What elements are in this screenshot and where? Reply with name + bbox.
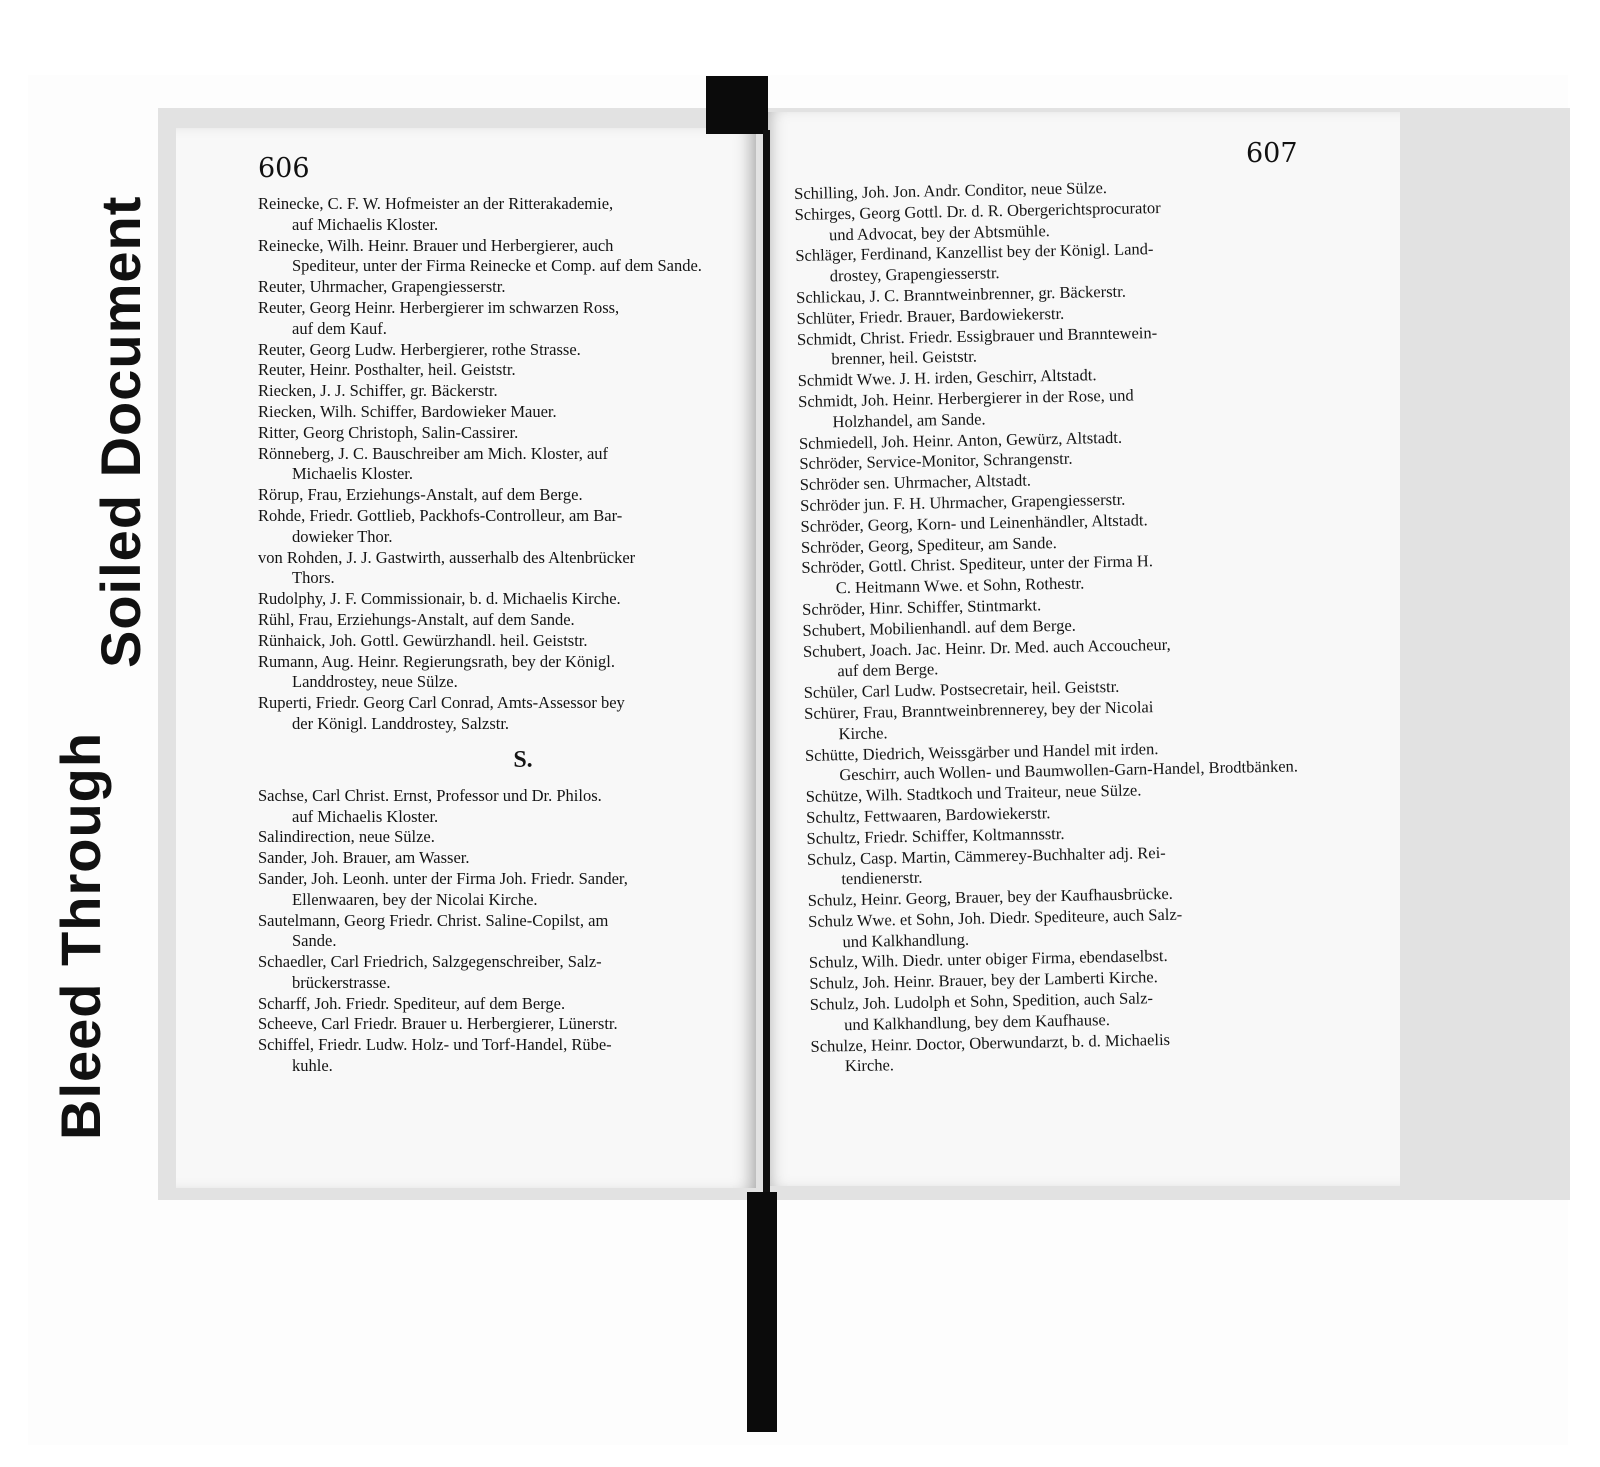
entry-continuation: der Königl. Landdrostey, Salzstr. — [292, 713, 510, 733]
left-page-directory — [258, 194, 748, 1077]
entry-line: Riecken, Wilh. Schiffer, Bardowieker Mauer. — [258, 401, 557, 421]
entry-continuation: Ellenwaaren, bey der Nicolai Kirche. — [292, 889, 538, 909]
entry-line: Schulz Wwe. et Sohn, Joh. Diedr. Spediteure, auch Salz- — [807, 904, 1183, 931]
section-letter: S. — [513, 746, 533, 773]
entry-line: Schulz, Wilh. Diedr. unter obiger Firma, ebendaselbst. — [808, 946, 1168, 973]
entry-line: Schröder sen. Uhrmacher, Altstadt. — [799, 470, 1032, 495]
entry-line: Schulz, Joh. Heinr. Brauer, bey der Lamberti Kirche. — [809, 967, 1158, 994]
bleed-through-label: Bleed Through — [49, 731, 112, 1140]
entry-line: Schmidt, Christ. Friedr. Essigbrauer und Branntewein- — [796, 322, 1158, 349]
entry-continuation: drostey, Grapengiesserstr. — [829, 263, 1000, 286]
entry-line: Rörup, Frau, Erziehungs-Anstalt, auf dem Berge. — [258, 485, 583, 505]
directory-entry — [258, 548, 748, 590]
entry-line: Rumann, Aug. Heinr. Regierungsrath, bey der Königl. — [258, 651, 615, 671]
entry-line: Schürer, Frau, Branntweinbrennerey, bey der Nicolai — [803, 697, 1154, 723]
entry-line: Schulz, Casp. Martin, Cämmerey-Buchhalter adj. Rei- — [806, 842, 1166, 869]
directory-entry — [258, 952, 748, 994]
entry-continuation: brückerstrasse. — [292, 972, 391, 992]
entry-continuation: auf Michaelis Kloster. — [292, 806, 439, 826]
entry-line: Rönneberg, J. C. Bauschreiber am Mich. Kloster, auf — [258, 443, 609, 463]
directory-entry — [258, 236, 748, 278]
entry-line: Sachse, Carl Christ. Ernst, Professor und Dr. Philos. — [258, 785, 602, 805]
entry-continuation: Kirche. — [844, 1055, 895, 1076]
entry-line: Schubert, Joach. Jac. Heinr. Dr. Med. auch Accoucheur, — [802, 634, 1171, 661]
entry-line: Schröder, Georg, Korn- und Leinenhändler, Altstadt. — [800, 510, 1148, 536]
entry-continuation: tendienerstr. — [841, 867, 923, 889]
entry-line: Schröder jun. F. H. Uhrmacher, Grapengiesserstr. — [799, 489, 1126, 515]
entry-continuation: C. Heitmann Wwe. et Sohn, Rothestr. — [835, 573, 1085, 598]
entry-line: Schmidt Wwe. J. H. irden, Geschirr, Altstadt. — [797, 365, 1097, 391]
directory-entry — [258, 277, 748, 298]
entry-line: Scharff, Joh. Friedr. Spediteur, auf dem Berge. — [258, 993, 566, 1013]
directory-entry — [810, 1027, 1321, 1078]
entry-continuation: und Kalkhandlung, bey dem Kaufhause. — [843, 1009, 1111, 1035]
directory-entry — [258, 610, 748, 631]
entry-line: Rünhaick, Joh. Gottl. Gewürzhandl. heil. Geiststr. — [258, 630, 588, 650]
entry-continuation: auf dem Berge. — [837, 659, 939, 681]
entry-line: Reuter, Heinr. Posthalter, heil. Geiststr. — [258, 360, 516, 380]
entry-continuation: Geschirr, auch Wollen- und Baumwollen-Garn-Handel, Brodtbänken. — [839, 756, 1299, 785]
directory-entry — [258, 869, 748, 911]
entry-line: Scheeve, Carl Friedr. Brauer u. Herbergierer, Lünerstr. — [258, 1014, 618, 1034]
entry-continuation: und Advocat, bey der Abtsmühle. — [828, 220, 1051, 244]
directory-entry — [258, 693, 748, 735]
entry-line: Sautelmann, Georg Friedr. Christ. Saline-Copilst, am — [258, 910, 609, 930]
entry-line: Schröder, Georg, Spediteur, am Sande. — [800, 532, 1058, 557]
directory-entry — [258, 1014, 748, 1035]
spine-shadow-bottom — [747, 1192, 777, 1432]
entry-line: Schubert, Mobilienhandl. auf dem Berge. — [802, 615, 1076, 640]
entry-line: Schmidt, Joh. Heinr. Herbergierer in der Rose, und — [797, 385, 1134, 411]
entry-line: Schirges, Georg Gottl. Dr. d. R. Obergerichtsprocurator — [794, 197, 1161, 224]
entry-line: Schütze, Wilh. Stadtkoch und Traiteur, neue Sülze. — [805, 780, 1142, 806]
spine-gutter — [763, 130, 770, 1198]
entry-line: Ritter, Georg Christoph, Salin-Cassirer. — [258, 422, 519, 442]
entry-line: Reuter, Uhrmacher, Grapengiesserstr. — [258, 277, 506, 297]
entry-line: Schröder, Service-Monitor, Schrangenstr. — [799, 449, 1073, 474]
left-page-number: 606 — [258, 153, 310, 184]
entry-line: Riecken, J. J. Schiffer, gr. Bäckerstr. — [258, 381, 498, 401]
entry-continuation: auf Michaelis Kloster. — [292, 214, 439, 234]
directory-entry — [258, 423, 748, 444]
entry-line: Schulz, Heinr. Georg, Brauer, bey der Kaufhausbrücke. — [807, 883, 1173, 910]
left-entries-r — [258, 194, 748, 735]
directory-entry — [258, 994, 748, 1015]
entry-line: Schulze, Heinr. Doctor, Oberwundarzt, b. d. Michaelis — [810, 1029, 1171, 1056]
entry-line: von Rohden, J. J. Gastwirth, ausserhalb des Altenbrücker — [258, 547, 636, 567]
right-page-directory — [794, 177, 1304, 1078]
entry-line: Rohde, Friedr. Gottlieb, Packhofs-Controlleur, am Bar- — [258, 505, 623, 525]
directory-entry — [258, 848, 748, 869]
entry-line: Schläger, Ferdinand, Kanzellist bey der Königl. Land- — [795, 239, 1154, 266]
entry-line: Schröder, Hinr. Schiffer, Stintmarkt. — [801, 595, 1042, 619]
entry-line: Reinecke, Wilh. Heinr. Brauer und Herbergierer, auch — [258, 235, 614, 255]
directory-entry — [258, 340, 748, 361]
entry-continuation: Thors. — [292, 568, 335, 588]
entry-line: Rühl, Frau, Erziehungs-Anstalt, auf dem Sande. — [258, 609, 575, 629]
directory-entry — [258, 631, 748, 652]
right-page-number: 607 — [1246, 138, 1298, 169]
entry-line: Reuter, Georg Heinr. Herbergierer im schwarzen Ross, — [258, 297, 620, 317]
directory-entry — [258, 652, 748, 694]
entry-line: Schlickau, J. C. Branntweinbrenner, gr. Bäckerstr. — [795, 281, 1127, 307]
entry-continuation: Landdrostey, neue Sülze. — [292, 672, 458, 692]
entry-line: Schlüter, Friedr. Brauer, Bardowiekerstr. — [796, 303, 1065, 328]
directory-entry — [258, 786, 748, 828]
entry-continuation: Holzhandel, am Sande. — [832, 409, 986, 432]
entry-line: Ruperti, Friedr. Georg Carl Conrad, Amts-Assessor bey — [258, 693, 625, 713]
soiled-document-label: Soiled Document — [89, 195, 152, 668]
entry-line: Reinecke, C. F. W. Hofmeister an der Ritterakademie, — [258, 194, 614, 213]
entry-continuation: Michaelis Kloster. — [292, 464, 413, 484]
entry-line: Schultz, Friedr. Schiffer, Koltmannsstr. — [806, 823, 1065, 848]
entry-line: Schütte, Diedrich, Weissgärber und Handel mit irden. — [804, 738, 1159, 765]
right-entries — [794, 174, 1321, 1078]
entry-continuation: Kirche. — [838, 723, 888, 743]
entry-continuation: kuhle. — [292, 1056, 333, 1076]
directory-entry — [258, 360, 748, 381]
entry-continuation: Spediteur, unter der Firma Reinecke et Comp. auf dem Sande. — [292, 256, 702, 276]
directory-entry — [258, 485, 748, 506]
directory-entry — [258, 298, 748, 340]
entry-line: Schaedler, Carl Friedrich, Salzgegenschreiber, Salz- — [258, 952, 602, 972]
entry-line: Schröder, Gottl. Christ. Spediteur, unter der Firma H. — [801, 551, 1154, 578]
entry-continuation: Sande. — [292, 931, 337, 951]
entry-line: Schmiedell, Joh. Heinr. Anton, Gewürz, Altstadt. — [798, 427, 1123, 453]
left-entries-s — [258, 786, 748, 1077]
entry-line: Schiffel, Friedr. Ludw. Holz- und Torf-Handel, Rübe- — [258, 1035, 612, 1055]
directory-entry — [258, 444, 748, 486]
entry-continuation: dowieker Thor. — [292, 526, 393, 546]
directory-entry — [258, 381, 748, 402]
directory-entry — [258, 589, 748, 610]
entry-line: Schulz, Joh. Ludolph et Sohn, Spedition, auch Salz- — [809, 988, 1154, 1014]
entry-line: Schilling, Joh. Jon. Andr. Conditor, neue Sülze. — [794, 177, 1108, 203]
spine-shadow-top — [706, 76, 768, 134]
entry-continuation: und Kalkhandlung. — [842, 929, 970, 951]
directory-entry — [258, 402, 748, 423]
entry-line: Schultz, Fettwaaren, Bardowiekerstr. — [805, 803, 1051, 827]
entry-line: Rudolphy, J. F. Commissionair, b. d. Michaelis Kirche. — [258, 589, 621, 609]
entry-continuation: brenner, heil. Geiststr. — [831, 346, 978, 369]
entry-line: Sander, Joh. Brauer, am Wasser. — [258, 848, 470, 868]
directory-entry — [258, 506, 748, 548]
entry-continuation: auf dem Kauf. — [292, 318, 387, 338]
directory-entry — [258, 1035, 748, 1077]
directory-entry — [258, 194, 748, 236]
entry-line: Reuter, Georg Ludw. Herbergierer, rothe Strasse. — [258, 339, 581, 359]
entry-line: Salindirection, neue Sülze. — [258, 827, 435, 847]
entry-line: Schüler, Carl Ludw. Postsecretair, heil. Geiststr. — [803, 676, 1120, 703]
directory-entry — [258, 827, 748, 848]
directory-entry — [258, 911, 748, 953]
entry-line: Sander, Joh. Leonh. unter der Firma Joh. Friedr. Sander, — [258, 868, 628, 888]
